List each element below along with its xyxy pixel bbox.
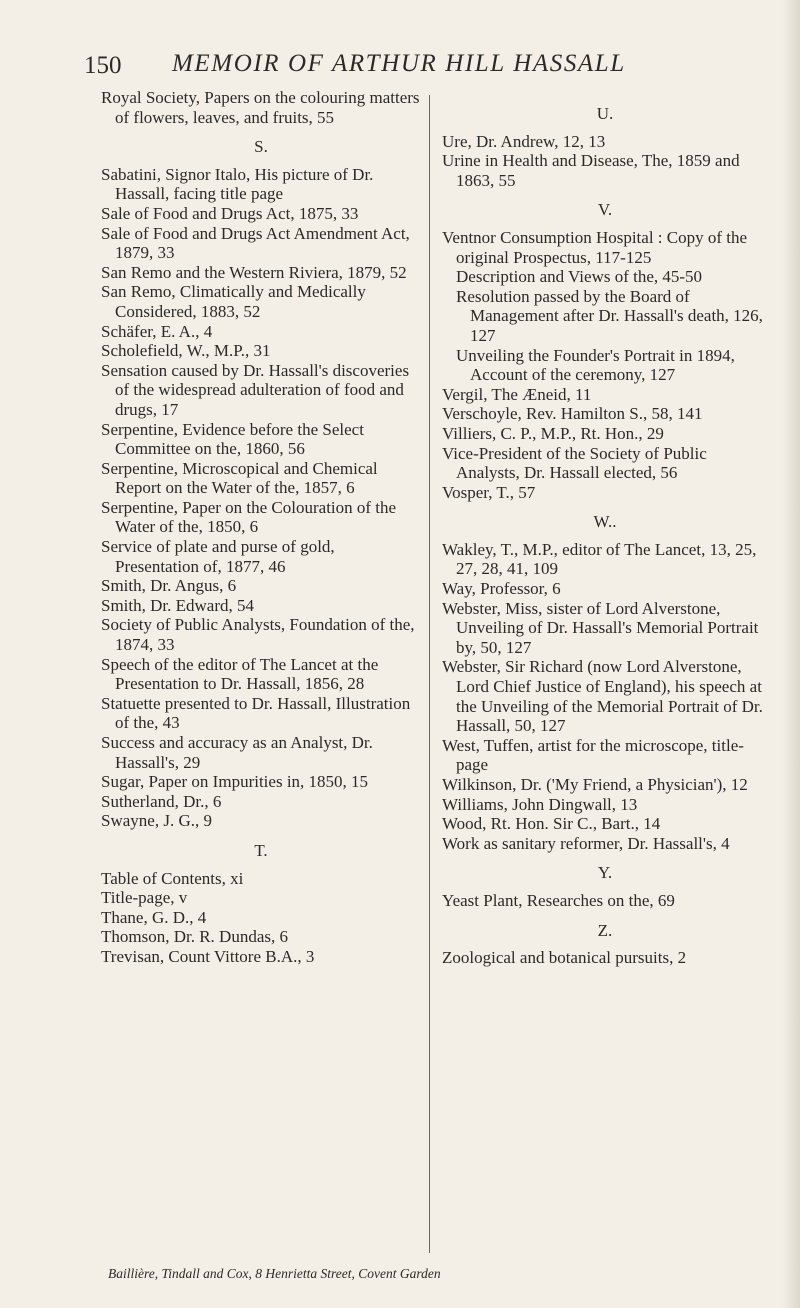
index-group-t [101, 869, 421, 967]
index-column-left [101, 88, 421, 967]
index-entry: Webster, Sir Richard (now Lord Alverstone, Lord Chief Justice of England), his speech at the Unveiling of the Memorial Portrait of Dr. Hassall, 50, 127 [442, 657, 763, 736]
index-group-y [442, 891, 768, 911]
index-entry: Yeast Plant, Researches on the, 69 [442, 890, 675, 910]
index-subentry: Description and Views of the, 45-50 [456, 267, 703, 287]
index-entry: Scholefield, W., M.P., 31 [101, 341, 271, 361]
index-entry: Way, Professor, 6 [442, 579, 561, 599]
index-subentry: Resolution passed by the Board of Management after Dr. Hassall's death, 126, 127 [456, 286, 763, 345]
index-entry: Schäfer, E. A., 4 [101, 321, 213, 341]
index-entry: Zoological and botanical pursuits, 2 [442, 948, 687, 968]
index-entry: Serpentine, Paper on the Colouration of the Water of the, 1850, 6 [101, 497, 397, 537]
index-entry: Society of Public Analysts, Foundation of the, 1874, 33 [101, 615, 415, 655]
index-letter-z: Z. [597, 920, 613, 940]
index-entry: Service of plate and purse of gold, Presentation of, 1877, 46 [101, 537, 335, 576]
index-entry: Title-page, v [101, 888, 188, 908]
index-entry: Wood, Rt. Hon. Sir C., Bart., 14 [442, 814, 661, 834]
index-entry: Ure, Dr. Andrew, 12, 13 [442, 131, 606, 151]
index-entry: Speech of the editor of The Lancet at the Presentation to Dr. Hassall, 1856, 28 [101, 654, 379, 694]
index-entry: Thomson, Dr. R. Dundas, 6 [101, 927, 288, 947]
index-entry: Sutherland, Dr., 6 [101, 791, 222, 811]
index-group-r-continued [101, 88, 421, 127]
index-entry: Sale of Food and Drugs Act Amendment Act, 1879, 33 [101, 223, 410, 263]
index-entry: San Remo, Climatically and Medically Considered, 1883, 52 [101, 282, 366, 321]
index-entry: Success and accuracy as an Analyst, Dr. Hassall's, 29 [101, 733, 373, 772]
index-entry: Work as sanitary reformer, Dr. Hassall's, 4 [442, 833, 730, 853]
index-entry: West, Tuffen, artist for the microscope, title-page [442, 735, 744, 775]
index-entry: Serpentine, Evidence before the Select Committee on the, 1860, 56 [101, 419, 364, 459]
index-letter-t: T. [254, 840, 268, 860]
index-entry: Trevisan, Count Vittore B.A., 3 [101, 946, 315, 966]
page-edge-shading [782, 0, 800, 1308]
index-group-u [442, 132, 768, 191]
index-entry: Urine in Health and Disease, The, 1859 and 1863, 55 [442, 151, 740, 190]
index-entry: Vosper, T., 57 [442, 482, 536, 502]
running-title: MEMOIR OF ARTHUR HILL HASSALL [172, 50, 626, 77]
index-entry: Thane, G. D., 4 [101, 907, 207, 927]
column-divider [429, 95, 430, 1253]
index-group-v [442, 228, 768, 502]
index-entry: Smith, Dr. Angus, 6 [101, 576, 237, 596]
index-entry: Sale of Food and Drugs Act, 1875, 33 [101, 203, 359, 223]
index-column-right [442, 88, 768, 968]
index-group-z [442, 948, 768, 968]
index-entry: Royal Society, Papers on the colouring matters of flowers, leaves, and fruits, 55 [101, 88, 420, 127]
page-number: 150 [84, 52, 122, 79]
index-entry: Vergil, The Æneid, 11 [442, 384, 592, 404]
index-entry: Williams, John Dingwall, 13 [442, 794, 638, 814]
index-entry: Wakley, T., M.P., editor of The Lancet, 13, 25, 27, 28, 41, 109 [442, 539, 757, 579]
index-letter-u: U. [596, 104, 614, 123]
index-subentry: Unveiling the Founder's Portrait in 1894, Account of the ceremony, 127 [456, 345, 735, 385]
index-entry: Verschoyle, Rev. Hamilton S., 58, 141 [442, 404, 703, 424]
index-entry: Ventnor Consumption Hospital : Copy of the original Prospectus, 117-125 [442, 227, 748, 267]
index-letter-y: Y. [597, 863, 613, 883]
index-entry: Villiers, C. P., M.P., Rt. Hon., 29 [442, 423, 664, 443]
index-entry: Sabatini, Signor Italo, His picture of Dr. Hassall, facing title page [101, 164, 374, 204]
index-entry: Webster, Miss, sister of Lord Alverstone, Unveiling of Dr. Hassall's Memorial Portrait by, 50, 127 [442, 598, 759, 657]
index-entry: Sugar, Paper on Impurities in, 1850, 15 [101, 772, 369, 792]
index-entry: Vice-President of the Society of Public Analysts, Dr. Hassall elected, 56 [442, 443, 707, 483]
index-entry: Sensation caused by Dr. Hassall's discoveries of the widespread adulteration of food and drugs, 17 [101, 360, 410, 419]
index-entry: Swayne, J. G., 9 [101, 811, 212, 831]
publisher-imprint: Baillière, Tindall and Cox, 8 Henrietta Street, Covent Garden [108, 1266, 441, 1281]
index-entry: Serpentine, Microscopical and Chemical Report on the Water of the, 1857, 6 [101, 458, 378, 498]
index-entry: Statuette presented to Dr. Hassall, Illustration of the, 43 [101, 693, 411, 733]
page-header [84, 50, 684, 90]
index-letter-w: W.. [593, 512, 617, 532]
index-group-s [101, 165, 421, 831]
index-entry: Smith, Dr. Edward, 54 [101, 595, 254, 615]
index-letter-s: S. [254, 137, 268, 157]
index-entry: Wilkinson, Dr. ('My Friend, a Physician'), 12 [442, 775, 748, 794]
index-group-w [442, 540, 768, 854]
index-entry: Table of Contents, xi [101, 868, 244, 888]
index-entry: San Remo and the Western Riviera, 1879, 52 [101, 262, 407, 282]
index-letter-v: V. [597, 200, 613, 220]
